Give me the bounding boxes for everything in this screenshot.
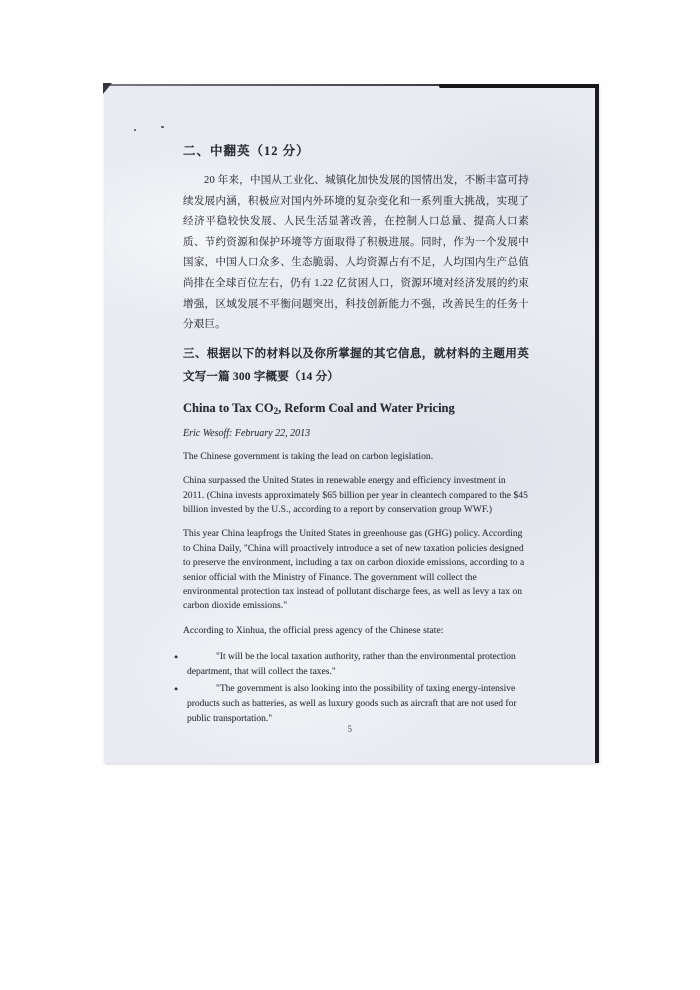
article-title-subscript: 2 (273, 405, 279, 416)
article-title-text: , Reform Coal and Water Pricing (278, 400, 455, 415)
article-byline: Eric Wesoff: February 22, 2013 (183, 427, 311, 439)
article-title (183, 401, 529, 419)
scan-edge-top-right (439, 84, 599, 88)
scan-corner-mark (103, 83, 112, 94)
section-2-paragraph: 20 年来，中国从工业化、城镇化加快发展的国情出发，不断丰富可持续发展内涵，积极应对国内外环境的复杂变化和一系列重大挑战，实现了经济平稳较快发展、人民生活显著改善，在控制人口总量、提高人口素质、节约资源和保护环境等方面取得了积极进展。同时，作为一个发展中国家，中国人口众多、生态脆弱、人均资源占有不足，人均国内生产总值尚排在全球百位左右，仍有 1.22 亿贫困人口，资源环境对经济发展的约束增强，区域发展不平衡问题突出，科技创新能力不强，改善民生的任务十分艰巨。 (183, 175, 529, 331)
section-3-heading: 三、根据以下的材料以及你所掌握的其它信息，就材料的主题用英文写一篇 300 字概要（14 分） (183, 347, 529, 383)
page-number: 5 (347, 724, 353, 734)
page-content (183, 143, 529, 729)
section-2-heading: 二、中翻英（12 分） (183, 144, 310, 158)
article-bullet-item: • "It will be the local taxation authority, rather than the environmental protection department, that will collect the taxes." (183, 650, 529, 680)
article-bullet-item: • "The government is also looking into the possibility of taxing energy-intensive products such as batteries, as well as luxury goods such as aircraft that are not used for public transportation." (183, 682, 529, 727)
article-paragraph: China surpassed the United States in renewable energy and efficiency investment in 2011. (China invests approximately $65 billion per year in cleantech compared to the $45 billion invested by the U.S., according to a report by conservation group WWF.) (183, 476, 528, 515)
article-paragraph: This year China leapfrogs the United States in greenhouse gas (GHG) policy. According to China Daily, "China will proactively introduce a set of new taxation policies designed to preserve the environment, including a tax on carbon dioxide emissions, according to a senior official with the Ministry of Finance. The government will collect the environmental protection tax instead of pollutant discharge fees, as well as levy a tax on carbon dioxide emissions." (183, 529, 525, 612)
article-bullet-list (183, 650, 529, 727)
scan-speck (134, 129, 136, 131)
scan-speck (161, 126, 164, 128)
article-title-text: China to Tax CO (183, 400, 274, 415)
article-paragraph: According to Xinhua, the official press agency of the Chinese state: (183, 625, 444, 636)
scanned-page (105, 85, 599, 763)
article-paragraph: The Chinese government is taking the lead on carbon legislation. (183, 451, 434, 462)
